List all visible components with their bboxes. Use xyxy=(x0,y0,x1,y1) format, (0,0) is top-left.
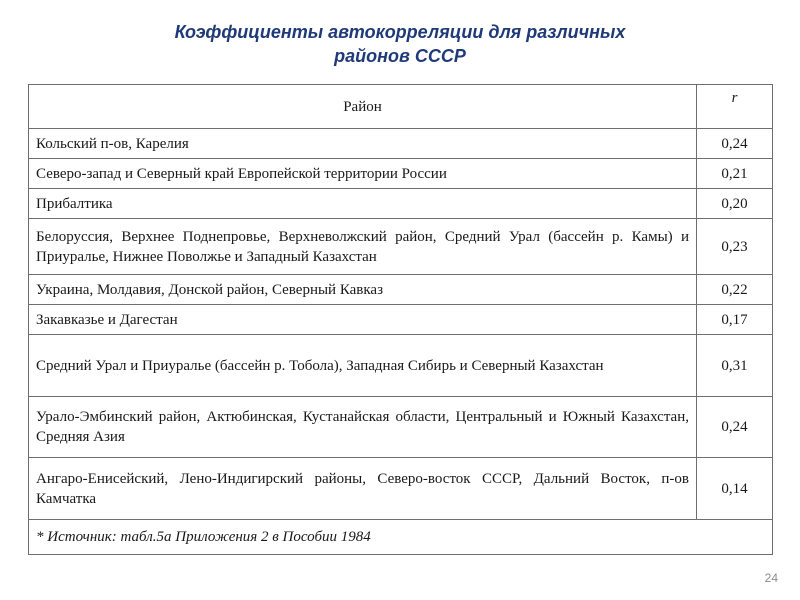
r-value-cell: 0,24 xyxy=(697,397,773,458)
r-value-cell: 0,24 xyxy=(697,129,773,159)
table-row xyxy=(29,397,773,458)
r-value-cell: 0,23 xyxy=(697,219,773,275)
header-r: r xyxy=(697,85,773,129)
region-cell: Закавказье и Дагестан xyxy=(29,305,697,335)
source-note: * Источник: табл.5а Приложения 2 в Пособии 1984 xyxy=(29,520,773,555)
table-row xyxy=(29,189,773,219)
region-cell: Украина, Молдавия, Донской район, Северный Кавказ xyxy=(29,275,697,305)
source-row xyxy=(29,520,773,555)
region-cell: Ангаро-Енисейский, Лено-Индигирский районы, Северо-восток СССР, Дальний Восток, п-ов Камчатка xyxy=(29,458,697,520)
region-cell: Кольский п-ов, Карелия xyxy=(29,129,697,159)
table-row xyxy=(29,129,773,159)
slide-title-line-2: районов СССР xyxy=(334,46,466,66)
r-value-cell: 0,21 xyxy=(697,159,773,189)
region-cell: Средний Урал и Приуралье (бассейн р. Тобола), Западная Сибирь и Северный Казахстан xyxy=(29,335,697,397)
table-header-row xyxy=(29,85,773,129)
table-row xyxy=(29,159,773,189)
table-row xyxy=(29,219,773,275)
r-value-cell: 0,20 xyxy=(697,189,773,219)
r-value-cell: 0,31 xyxy=(697,335,773,397)
table-row xyxy=(29,458,773,520)
slide-title-line-1: Коэффициенты автокорреляции для различных xyxy=(174,22,626,42)
table-row xyxy=(29,335,773,397)
region-cell: Белоруссия, Верхнее Поднепровье, Верхневолжский район, Средний Урал (бассейн р. Камы) и Приуралье, Нижнее Поволжье и Западный Казахстан xyxy=(29,219,697,275)
table-row xyxy=(29,305,773,335)
region-cell: Северо-запад и Северный край Европейской территории России xyxy=(29,159,697,189)
autocorrelation-table xyxy=(28,84,773,555)
region-cell: Прибалтика xyxy=(29,189,697,219)
header-region: Район xyxy=(29,85,697,129)
r-value-cell: 0,22 xyxy=(697,275,773,305)
page-number: 24 xyxy=(764,571,778,585)
table-row xyxy=(29,275,773,305)
region-cell: Урало-Эмбинский район, Актюбинская, Кустанайская области, Центральный и Южный Казахстан, Средняя Азия xyxy=(29,397,697,458)
r-value-cell: 0,14 xyxy=(697,458,773,520)
slide-title xyxy=(0,20,800,68)
r-value-cell: 0,17 xyxy=(697,305,773,335)
